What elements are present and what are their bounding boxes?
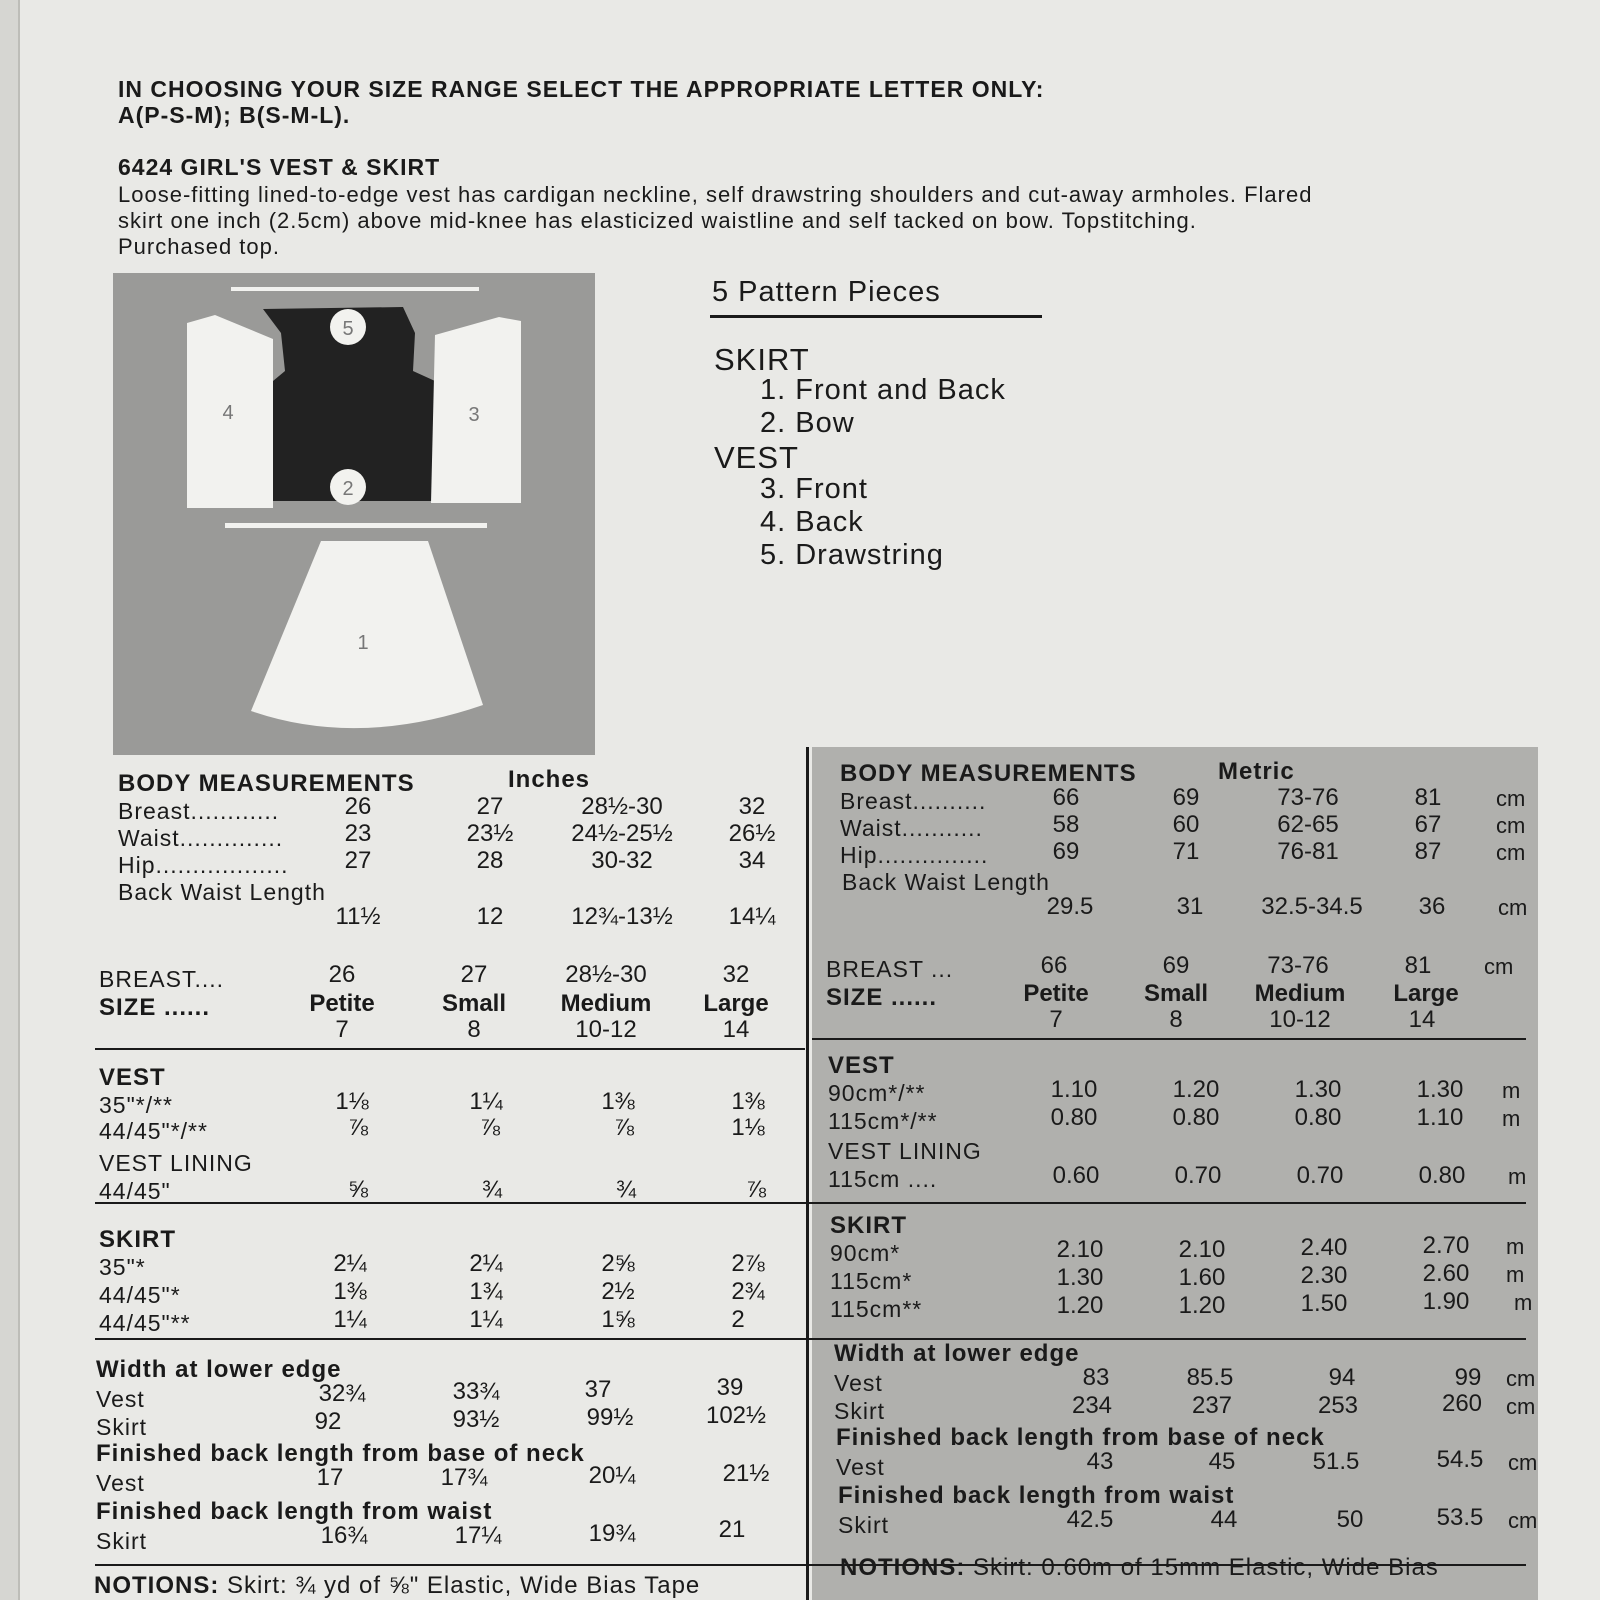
inches-width-vest-label: Vest (96, 1386, 145, 1412)
metric-width-vest-value: 85.5 (1186, 1364, 1234, 1391)
inches-hip-value: 34 (738, 847, 766, 874)
inches-lining-44-value: ¾ (481, 1176, 503, 1203)
piece-item: 2. Bow (760, 407, 855, 439)
inches-fbl-neck-heading: Finished back length from base of neck (96, 1440, 585, 1467)
inches-waist-value: 23½ (466, 820, 514, 847)
pattern-description-line-3: Purchased top. (118, 234, 280, 259)
metric-unit-heading: Metric (1218, 758, 1295, 785)
inches-width-skirt-value: 92 (314, 1408, 342, 1435)
metric-lining-115-value: 0.60 (1052, 1162, 1100, 1189)
metric-unit: cm (1506, 1366, 1536, 1391)
metric-back-waist-value: 36 (1418, 893, 1446, 920)
inches-skirt-35-label: 35"* (99, 1254, 146, 1280)
inches-vest-35-label: 35"*/** (99, 1092, 173, 1118)
metric-unit: cm (1506, 1394, 1536, 1419)
inches-skirt-44a-value: 2¾ (731, 1278, 765, 1305)
metric-unit: cm (1496, 840, 1526, 865)
inches-waist-value: 24½-25½ (571, 820, 673, 847)
inches-skirt-35-value: 2¼ (469, 1250, 503, 1277)
metric-skirt-115b-value: 1.20 (1056, 1292, 1104, 1319)
metric-unit: m (1508, 1164, 1527, 1189)
inches-lining-44-value: ⅞ (745, 1176, 767, 1203)
inches-skirt-44b-value: 1¼ (469, 1306, 503, 1333)
inches-back-waist-label: Back Waist Length (118, 879, 326, 905)
pattern-layout-diagram (113, 273, 595, 755)
rule-skirt (95, 1202, 1526, 1204)
metric-skirt-115b-value: 1.20 (1178, 1292, 1226, 1319)
pieces-vest-heading: VEST (714, 440, 799, 475)
inches-size-name: Large (703, 990, 769, 1017)
metric-size-breast-value: 66 (1040, 952, 1068, 979)
metric-breast-value: 66 (1052, 784, 1080, 811)
metric-size-breast-value: 81 (1404, 952, 1432, 979)
inches-size-name: Small (441, 990, 507, 1017)
inches-size-breast-label: BREAST.... (99, 966, 225, 992)
inches-vest-heading: VEST (99, 1064, 166, 1091)
inches-fbl-waist-heading: Finished back length from waist (96, 1498, 493, 1525)
inches-width-vest-value: 39 (716, 1374, 744, 1401)
inches-waist-value: 26½ (728, 820, 776, 847)
inches-hip-value: 30-32 (591, 847, 653, 874)
pieces-skirt-heading: SKIRT (714, 342, 810, 377)
metric-lining-115-value: 0.80 (1418, 1162, 1466, 1189)
inches-vest-35-value: 1⅛ (335, 1088, 369, 1115)
piece-label-2: 2 (342, 478, 354, 500)
metric-unit: m (1502, 1106, 1521, 1131)
inches-width-vest-value: 37 (584, 1376, 612, 1403)
metric-width-skirt-value: 234 (1071, 1392, 1113, 1419)
inches-skirt-44b-value: 1⅝ (601, 1306, 635, 1333)
inches-width-skirt-value: 102½ (705, 1402, 767, 1429)
metric-unit: m (1514, 1290, 1533, 1315)
inches-notions (94, 1572, 700, 1600)
metric-skirt-115a-value: 2.30 (1300, 1262, 1348, 1289)
inches-width-heading: Width at lower edge (96, 1356, 342, 1383)
pattern-pieces-underline (710, 315, 1042, 318)
metric-fbl-skirt-value: 42.5 (1066, 1506, 1114, 1533)
metric-vest-115-value: 1.10 (1416, 1104, 1464, 1131)
inches-back-waist-value: 14¼ (728, 903, 776, 930)
inches-width-skirt-label: Skirt (96, 1414, 147, 1440)
inches-width-skirt-value: 99½ (586, 1404, 634, 1431)
metric-skirt-115b-value: 1.50 (1300, 1290, 1348, 1317)
metric-skirt-90-value: 2.10 (1056, 1236, 1104, 1263)
piece-label-5: 5 (342, 318, 354, 340)
metric-skirt-115a-value: 2.60 (1422, 1260, 1470, 1287)
metric-size-name: Large (1393, 980, 1459, 1007)
metric-fbl-skirt-value: 50 (1336, 1506, 1364, 1533)
inches-skirt-44a-label: 44/45"* (99, 1282, 181, 1308)
inches-size-breast-value: 26 (328, 961, 356, 988)
piece-label-3: 3 (468, 404, 480, 426)
inches-body-measurements-heading: BODY MEASUREMENTS (118, 770, 415, 797)
inches-hip-value: 27 (344, 847, 372, 874)
metric-fbl-waist-heading: Finished back length from waist (838, 1482, 1235, 1509)
metric-unit: cm (1508, 1508, 1538, 1533)
metric-notions-text: Skirt: 0.60m of 15mm Elastic, Wide Bias (973, 1554, 1439, 1581)
metric-unit: cm (1498, 895, 1528, 920)
metric-width-vest-value: 99 (1454, 1364, 1482, 1391)
inches-lining-44-value: ⅝ (347, 1176, 369, 1203)
inches-fbl-vest-value: 21½ (722, 1460, 770, 1487)
inches-fbl-vest-value: 17 (316, 1464, 344, 1491)
metric-lining-heading: VEST LINING (828, 1138, 982, 1164)
metric-waist-value: 60 (1172, 811, 1200, 838)
metric-skirt-90-label: 90cm* (830, 1240, 901, 1266)
metric-unit: m (1502, 1078, 1521, 1103)
inches-size-breast-value: 32 (722, 961, 750, 988)
metric-size-breast-label: BREAST ... (826, 956, 954, 982)
metric-size-number: 10-12 (1269, 1006, 1331, 1033)
column-divider (806, 747, 809, 1600)
metric-width-vest-label: Vest (834, 1370, 883, 1396)
metric-vest-90-value: 1.20 (1172, 1076, 1220, 1103)
metric-width-vest-value: 94 (1328, 1364, 1356, 1391)
piece-label-4: 4 (222, 402, 234, 424)
inches-vest-35-value: 1⅜ (731, 1088, 765, 1115)
metric-vest-heading: VEST (828, 1052, 895, 1079)
inches-fbl-skirt-value: 16¾ (320, 1522, 368, 1549)
pattern-title: 6424 GIRL'S VEST & SKIRT (118, 154, 441, 180)
inches-size-label: SIZE ...... (99, 994, 211, 1021)
inches-fbl-skirt-value: 17¼ (454, 1522, 502, 1549)
inches-skirt-35-value: 2⅞ (731, 1250, 765, 1277)
metric-back-waist-value: 29.5 (1046, 893, 1094, 920)
size-range-instruction: IN CHOOSING YOUR SIZE RANGE SELECT THE APPROPRIATE LETTER ONLY: (118, 76, 1045, 102)
metric-lining-115-value: 0.70 (1174, 1162, 1222, 1189)
inches-hip-label: Hip.................. (118, 852, 289, 878)
inches-size-name: Medium (560, 990, 652, 1017)
pattern-description-line-2: skirt one inch (2.5cm) above mid-knee has elasticized waistline and self tacked on bow. Topstitching. (118, 208, 1197, 233)
inches-skirt-44a-value: 1¾ (469, 1278, 503, 1305)
metric-fbl-vest-value: 54.5 (1436, 1446, 1484, 1473)
metric-vest-90-value: 1.10 (1050, 1076, 1098, 1103)
inches-breast-value: 27 (476, 793, 504, 820)
inches-width-skirt-value: 93½ (452, 1406, 500, 1433)
inches-size-number: 7 (335, 1016, 349, 1043)
inches-breast-value: 26 (344, 793, 372, 820)
inches-vest-44-value: ⅞ (613, 1114, 635, 1141)
metric-fbl-vest-value: 51.5 (1312, 1448, 1360, 1475)
inches-vest-35-value: 1⅜ (601, 1088, 635, 1115)
inches-fbl-vest-value: 17¾ (440, 1464, 488, 1491)
inches-size-number: 10-12 (575, 1016, 637, 1043)
metric-waist-value: 67 (1414, 811, 1442, 838)
inches-notions-label: NOTIONS: (94, 1572, 220, 1599)
piece-label-1: 1 (357, 632, 369, 654)
inches-skirt-44b-label: 44/45"** (99, 1310, 191, 1336)
size-range-letters: A(P-S-M); B(S-M-L). (118, 102, 351, 128)
metric-size-number: 7 (1049, 1006, 1063, 1033)
metric-size-name: Petite (1023, 980, 1089, 1007)
metric-breast-value: 81 (1414, 784, 1442, 811)
metric-lining-115-value: 0.70 (1296, 1162, 1344, 1189)
rule-width (95, 1338, 1526, 1340)
rule-inches-size (95, 1048, 805, 1050)
metric-unit: cm (1496, 813, 1526, 838)
inches-fbl-skirt-label: Skirt (96, 1528, 147, 1554)
inches-breast-label: Breast............ (118, 798, 280, 824)
inches-hip-value: 28 (476, 847, 504, 874)
inches-lining-44-label: 44/45" (99, 1178, 171, 1204)
inches-vest-35-value: 1¼ (469, 1088, 503, 1115)
metric-hip-value: 76-81 (1277, 838, 1339, 865)
metric-size-number: 8 (1169, 1006, 1183, 1033)
inches-notions-text: Skirt: ¾ yd of ⅝" Elastic, Wide Bias Tape (227, 1572, 701, 1599)
metric-size-number: 14 (1408, 1006, 1436, 1033)
metric-fbl-skirt-value: 53.5 (1436, 1504, 1484, 1531)
metric-unit: m (1506, 1262, 1525, 1287)
metric-width-skirt-value: 237 (1191, 1392, 1233, 1419)
drawstring-piece (231, 287, 479, 291)
piece-item: 4. Back (760, 506, 864, 538)
metric-vest-115-value: 0.80 (1050, 1104, 1098, 1131)
metric-unit: cm (1508, 1450, 1538, 1475)
metric-unit: m (1506, 1234, 1525, 1259)
metric-breast-value: 73-76 (1277, 784, 1339, 811)
metric-waist-label: Waist........... (840, 815, 983, 841)
piece-item: 1. Front and Back (760, 374, 1006, 406)
pattern-pieces-title: 5 Pattern Pieces (712, 276, 941, 308)
inches-size-number: 14 (722, 1016, 750, 1043)
inches-skirt-44b-value: 2 (731, 1306, 745, 1333)
metric-back-waist-value: 31 (1176, 893, 1204, 920)
metric-size-breast-value: 69 (1162, 952, 1190, 979)
metric-vest-115-value: 0.80 (1172, 1104, 1220, 1131)
metric-fbl-vest-label: Vest (836, 1454, 885, 1480)
inches-breast-value: 28½-30 (581, 793, 663, 820)
metric-vest-90-label: 90cm*/** (828, 1080, 926, 1106)
metric-back-waist-label: Back Waist Length (842, 869, 1050, 895)
inches-lining-heading: VEST LINING (99, 1150, 253, 1176)
metric-breast-label: Breast.......... (840, 788, 987, 814)
inches-size-breast-value: 27 (460, 961, 488, 988)
metric-width-skirt-label: Skirt (834, 1398, 885, 1424)
metric-lining-115-label: 115cm .... (828, 1166, 938, 1192)
metric-skirt-115b-label: 115cm** (830, 1296, 923, 1322)
inches-waist-value: 23 (344, 820, 372, 847)
metric-vest-90-value: 1.30 (1416, 1076, 1464, 1103)
metric-skirt-115b-value: 1.90 (1422, 1288, 1470, 1315)
metric-breast-value: 69 (1172, 784, 1200, 811)
metric-width-skirt-value: 253 (1317, 1392, 1359, 1419)
metric-vest-115-value: 0.80 (1294, 1104, 1342, 1131)
inches-fbl-skirt-value: 21 (718, 1516, 746, 1543)
metric-hip-value: 71 (1172, 838, 1200, 865)
metric-waist-value: 58 (1052, 811, 1080, 838)
metric-fbl-vest-value: 43 (1086, 1448, 1114, 1475)
inches-size-breast-value: 28½-30 (565, 961, 647, 988)
metric-back-waist-value: 32.5-34.5 (1261, 893, 1363, 920)
inches-width-vest-value: 32¾ (318, 1380, 366, 1407)
inches-width-vest-value: 33¾ (452, 1378, 500, 1405)
inches-skirt-35-value: 2¼ (333, 1250, 367, 1277)
inches-skirt-35-value: 2⅝ (601, 1250, 635, 1277)
metric-waist-value: 62-65 (1277, 811, 1339, 838)
inches-vest-44-value: 1⅛ (731, 1114, 765, 1141)
inches-skirt-44a-value: 1⅜ (333, 1278, 367, 1305)
metric-body-measurements-heading: BODY MEASUREMENTS (840, 760, 1137, 787)
metric-notions-label: NOTIONS: (840, 1554, 966, 1581)
inches-skirt-44b-value: 1¼ (333, 1306, 367, 1333)
rule-metric-size (812, 1038, 1526, 1040)
metric-skirt-115a-value: 1.60 (1178, 1264, 1226, 1291)
metric-width-heading: Width at lower edge (834, 1340, 1080, 1367)
inches-back-waist-value: 12 (476, 903, 504, 930)
metric-skirt-90-value: 2.10 (1178, 1236, 1226, 1263)
inches-back-waist-value: 12¾-13½ (571, 903, 673, 930)
page-edge (0, 0, 20, 1600)
inches-vest-44-value: ⅞ (479, 1114, 501, 1141)
inches-lining-44-value: ¾ (615, 1176, 637, 1203)
inches-vest-44-value: ⅞ (347, 1114, 369, 1141)
metric-skirt-115a-value: 1.30 (1056, 1264, 1104, 1291)
metric-skirt-115a-label: 115cm* (830, 1268, 913, 1294)
piece-item: 5. Drawstring (760, 539, 944, 571)
metric-unit: cm (1496, 786, 1526, 811)
inches-fbl-skirt-value: 19¾ (588, 1520, 636, 1547)
metric-fbl-skirt-label: Skirt (838, 1512, 889, 1538)
metric-size-name: Medium (1254, 980, 1346, 1007)
metric-vest-90-value: 1.30 (1294, 1076, 1342, 1103)
inches-breast-value: 32 (738, 793, 766, 820)
metric-width-skirt-value: 260 (1441, 1390, 1483, 1417)
inches-skirt-heading: SKIRT (99, 1226, 176, 1253)
metric-size-name: Small (1143, 980, 1209, 1007)
metric-fbl-skirt-value: 44 (1210, 1506, 1238, 1533)
metric-hip-value: 87 (1414, 838, 1442, 865)
inches-fbl-vest-label: Vest (96, 1470, 145, 1496)
metric-size-breast-value: 73-76 (1267, 952, 1329, 979)
metric-hip-value: 69 (1052, 838, 1080, 865)
metric-notions (840, 1554, 1439, 1582)
inches-vest-44-label: 44/45"*/** (99, 1118, 208, 1144)
metric-hip-label: Hip............... (840, 842, 989, 868)
metric-unit: cm (1484, 954, 1514, 979)
inches-size-name: Petite (309, 990, 375, 1017)
inches-waist-label: Waist.............. (118, 825, 284, 851)
inches-size-number: 8 (467, 1016, 481, 1043)
inches-unit-heading: Inches (508, 766, 591, 793)
metric-fbl-vest-value: 45 (1208, 1448, 1236, 1475)
metric-skirt-heading: SKIRT (830, 1212, 907, 1239)
metric-size-label: SIZE ...... (826, 984, 938, 1011)
piece-item: 3. Front (760, 473, 868, 505)
pattern-description-line-1: Loose-fitting lined-to-edge vest has cardigan neckline, self drawstring shoulders and cut-away armholes. Flared (118, 182, 1313, 207)
inches-back-waist-value: 11½ (335, 903, 381, 930)
metric-vest-115-label: 115cm*/** (828, 1108, 938, 1134)
metric-skirt-90-value: 2.70 (1422, 1232, 1470, 1259)
metric-fbl-neck-heading: Finished back length from base of neck (836, 1424, 1325, 1451)
bow-strip-piece (225, 523, 487, 528)
metric-width-vest-value: 83 (1082, 1364, 1110, 1391)
pattern-layout-illustration (113, 273, 595, 755)
metric-skirt-90-value: 2.40 (1300, 1234, 1348, 1261)
inches-skirt-44a-value: 2½ (601, 1278, 635, 1305)
inches-fbl-vest-value: 20¼ (588, 1462, 636, 1489)
